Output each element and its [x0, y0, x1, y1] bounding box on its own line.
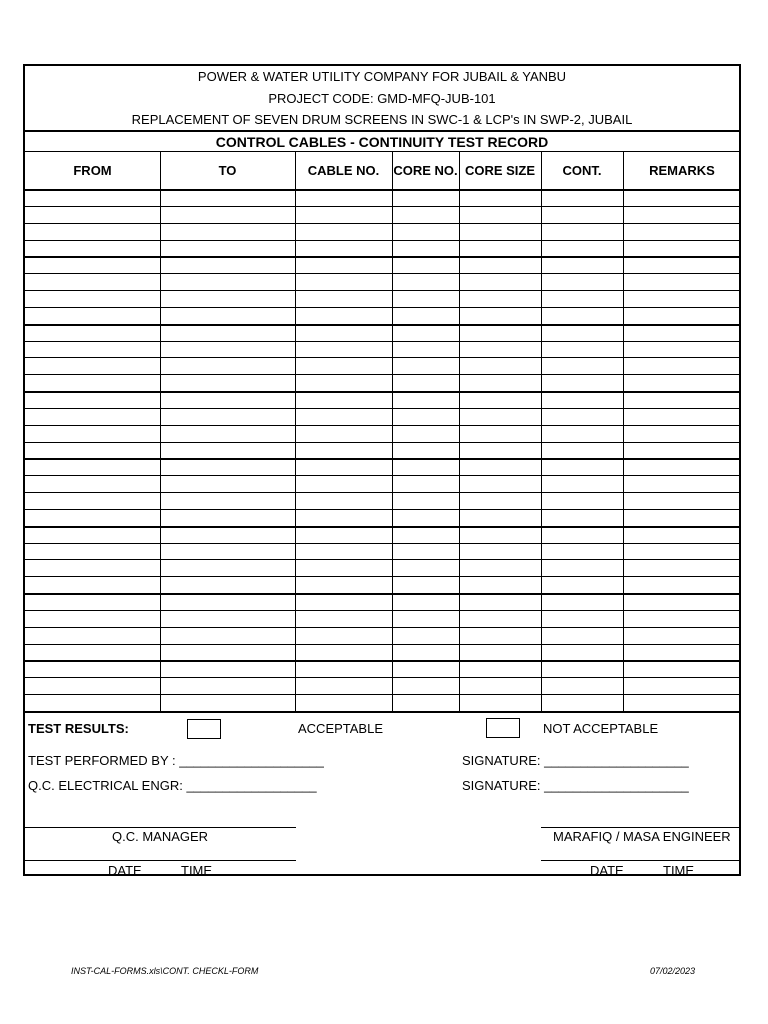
test-results-label: TEST RESULTS:	[28, 721, 129, 736]
column-header-core-no: CORE NO.	[393, 162, 458, 178]
table-row[interactable]	[25, 307, 739, 325]
engineer-label: MARAFIQ / MASA ENGINEER	[553, 829, 731, 844]
column-header-core-size: CORE SIZE	[464, 162, 536, 178]
footer-date: 07/02/2023	[650, 966, 696, 976]
table-row[interactable]	[25, 644, 739, 662]
table-row[interactable]	[25, 509, 739, 527]
table-row[interactable]	[25, 425, 739, 443]
column-header-from: FROM	[73, 162, 112, 178]
qc-manager-date-label: DATE	[108, 863, 142, 878]
table-row[interactable]	[25, 240, 739, 258]
qc-manager-date-line	[25, 860, 296, 861]
table-row[interactable]	[25, 206, 739, 224]
table-row[interactable]	[25, 475, 739, 493]
table-row[interactable]	[25, 543, 739, 561]
table-row[interactable]	[25, 442, 739, 460]
project-code: PROJECT CODE: GMD-MFQ-JUB-101	[268, 91, 496, 106]
table-row[interactable]	[25, 273, 739, 291]
table-row[interactable]	[25, 627, 739, 645]
engineer-time-label: TIME	[663, 863, 695, 878]
not-acceptable-checkbox[interactable]	[486, 718, 520, 738]
test-performed-by-field[interactable]: TEST PERFORMED BY : ____________________	[28, 753, 324, 768]
table-row[interactable]	[25, 559, 739, 577]
acceptable-checkbox[interactable]	[187, 719, 221, 739]
qc-electrical-engr-field[interactable]: Q.C. ELECTRICAL ENGR: __________________	[28, 778, 317, 793]
table-bottom-border	[25, 711, 739, 713]
table-row[interactable]	[25, 492, 739, 510]
record-table-body	[25, 189, 739, 711]
engineer-signature-line	[541, 827, 741, 828]
table-row[interactable]	[25, 576, 739, 594]
company-name: POWER & WATER UTILITY COMPANY FOR JUBAIL & YANBU	[197, 69, 567, 84]
header-divider	[25, 130, 739, 132]
column-header-cable-no: CABLE NO.	[307, 162, 380, 178]
column-header-to: TO	[218, 162, 237, 178]
engineer-date-line	[541, 860, 741, 861]
acceptable-label: ACCEPTABLE	[298, 721, 384, 736]
table-row[interactable]	[25, 694, 739, 712]
table-row[interactable]	[25, 374, 739, 392]
table-row[interactable]	[25, 341, 739, 359]
footer-file-path: INST-CAL-FORMS.xls\CONT. CHECKL-FORM	[71, 966, 259, 976]
qc-manager-label: Q.C. MANAGER	[112, 829, 209, 844]
qc-signature-field[interactable]: SIGNATURE: ____________________	[462, 778, 689, 793]
continuity-test-form	[23, 64, 741, 876]
table-row[interactable]	[25, 223, 739, 241]
table-row[interactable]	[25, 408, 739, 426]
qc-manager-time-label: TIME	[181, 863, 213, 878]
project-title: REPLACEMENT OF SEVEN DRUM SCREENS IN SWC-1 & LCP's IN SWP-2, JUBAIL	[131, 112, 633, 127]
table-row[interactable]	[25, 677, 739, 695]
engineer-date-label: DATE	[590, 863, 624, 878]
table-row[interactable]	[25, 610, 739, 628]
not-acceptable-label: NOT ACCEPTABLE	[543, 721, 659, 736]
performed-signature-field[interactable]: SIGNATURE: ____________________	[462, 753, 689, 768]
table-row[interactable]	[25, 290, 739, 308]
column-header-remarks: REMARKS	[649, 162, 715, 178]
column-header-cont: CONT.	[562, 162, 602, 178]
form-title: CONTROL CABLES - CONTINUITY TEST RECORD	[215, 134, 549, 150]
qc-manager-signature-line	[25, 827, 296, 828]
table-row[interactable]	[25, 357, 739, 375]
